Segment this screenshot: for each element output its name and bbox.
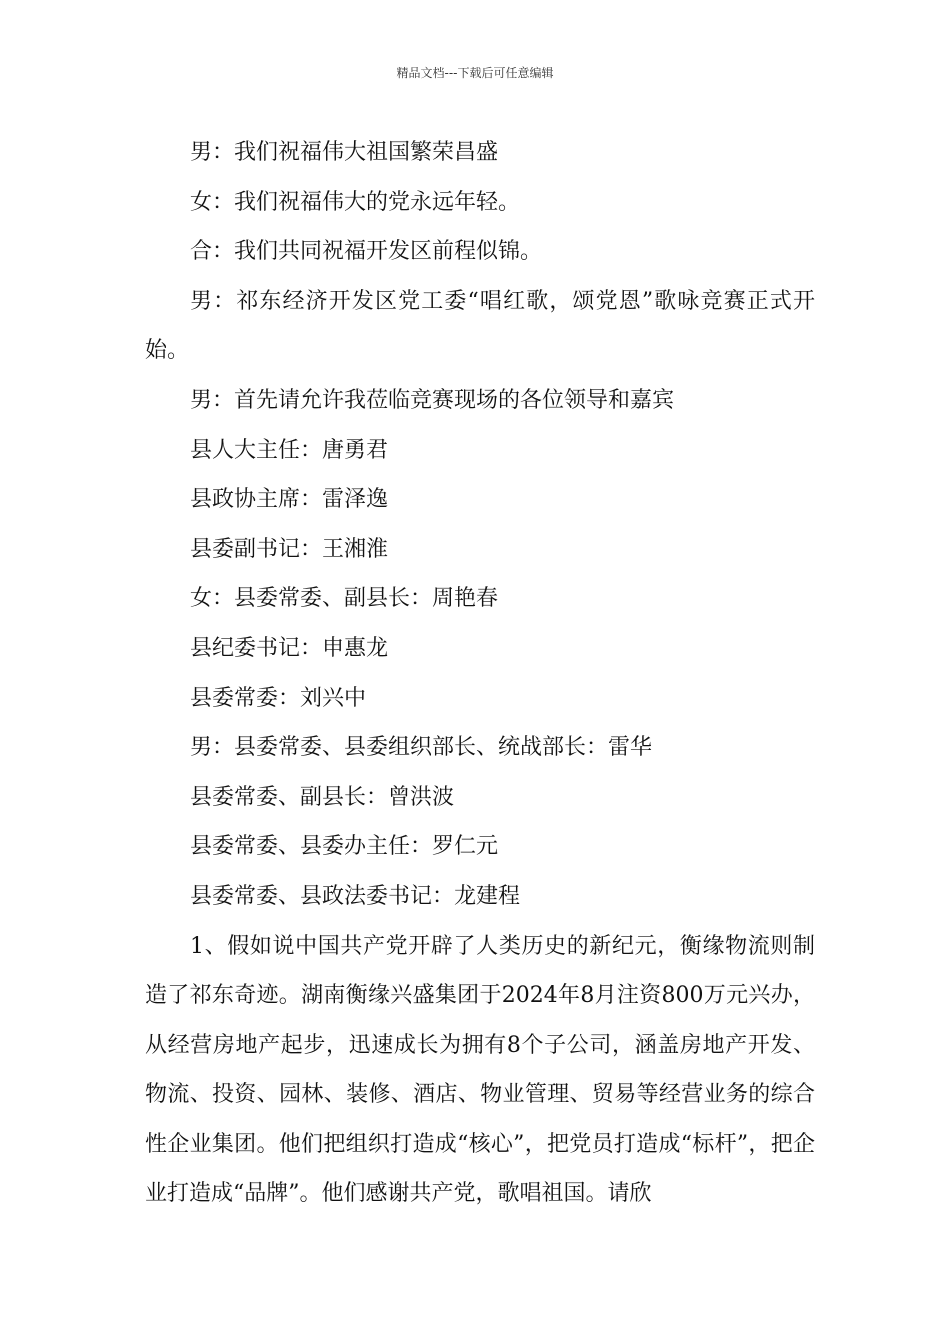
guest-line: 女：县委常委、副县长：周艳春 bbox=[190, 586, 499, 612]
dialogue-line: 男：我们祝福伟大祖国繁荣昌盛 bbox=[190, 140, 499, 165]
dialogue-line: 合：我们共同祝福开发区前程似锦。 bbox=[190, 239, 543, 265]
guest-line: 县委常委、县政法委书记：龙建程 bbox=[190, 883, 521, 909]
page-header: 精品文档---下载后可任意编辑 bbox=[396, 66, 554, 80]
guest-line: 男：首先请允许我莅临竞赛现场的各位领导和嘉宾 bbox=[190, 387, 675, 413]
guest-line: 男：县委常委、县委组织部长、统战部长：雷华 bbox=[190, 735, 653, 761]
guest-line: 县委常委、副县长：曾洪波 bbox=[190, 784, 455, 810]
dialogue-line: 女：我们祝福伟大的党永远年轻。 bbox=[190, 189, 521, 215]
guest-line: 县委常委、县委办主任：罗仁元 bbox=[190, 834, 499, 860]
announcement-paragraph: 男：祁东经济开发区党工委“唱红歌，颂党恩”歌咏竞赛正式开始。 bbox=[145, 288, 815, 364]
guest-line: 县委副书记：王湘淮 bbox=[190, 536, 389, 562]
guest-line: 县委常委：刘兴中 bbox=[190, 685, 367, 711]
intro-paragraph: 1、假如说中国共产党开辟了人类历史的新纪元，衡缘物流则制造了祁东奇迹。湖南衡缘兴盛集团于2024年8月注资800万元兴办，从经营房地产起步，迅速成长为拥有8个子公司，涵盖房地产开发、物流、投资、园林、装修、酒店、物业管理、贸易等经营业务的综合性企业集团。他们把组织打造成“核心”，把党员打造成“标杆”，把企业打造成“品牌”。他们感谢共产党，歌唱祖国。请欣 bbox=[145, 933, 815, 1207]
document-body bbox=[145, 128, 815, 1219]
guest-line: 县人大主任：唐勇君 bbox=[190, 437, 389, 463]
guest-line: 县纪委书记：申惠龙 bbox=[190, 635, 389, 661]
guest-line: 县政协主席：雷泽逸 bbox=[190, 487, 389, 513]
